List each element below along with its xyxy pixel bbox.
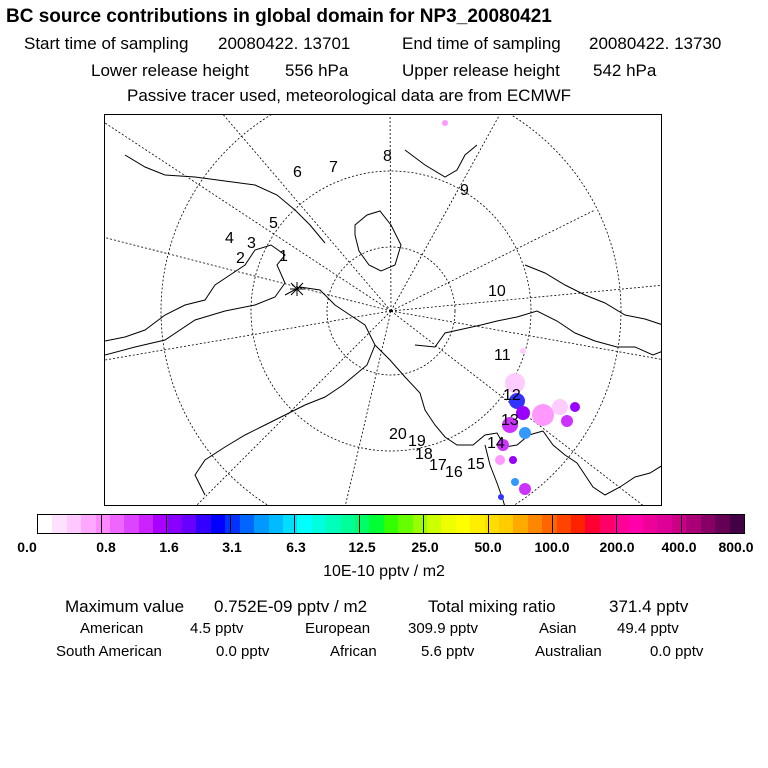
colorbar-tick: 1.6 — [159, 539, 179, 555]
colorbar-tick: 6.3 — [286, 539, 306, 555]
colorbar-segment — [686, 515, 700, 533]
traj-label-18: 18 — [415, 446, 433, 463]
colorbar-segment — [312, 515, 326, 533]
plume-cell — [552, 399, 568, 415]
colorbar-segment — [341, 515, 355, 533]
map-panel — [104, 114, 662, 506]
colorbar-segment — [384, 515, 398, 533]
end-time-label: End time of sampling — [402, 34, 561, 53]
start-time-label: Start time of sampling — [24, 34, 189, 53]
colorbar-segment — [585, 515, 599, 533]
coastlines — [105, 145, 662, 506]
upper-release-value: 542 hPa — [593, 61, 657, 80]
colorbar-divider — [616, 514, 617, 534]
colorbar-segment — [168, 515, 182, 533]
traj-label-4: 4 — [225, 230, 234, 247]
traj-label-16: 16 — [445, 464, 463, 481]
plume-cell — [532, 404, 554, 426]
end-time-value: 20080422. 13730 — [589, 34, 722, 53]
colorbar-tick: 3.1 — [222, 539, 242, 555]
colorbar-tick: 0.8 — [96, 539, 116, 555]
colorbar-segment — [441, 515, 455, 533]
traj-label-14: 14 — [487, 435, 505, 452]
colorbar-segment — [124, 515, 138, 533]
traj-label-8: 8 — [383, 148, 392, 165]
colorbar-segment — [67, 515, 81, 533]
plume-cell — [509, 456, 517, 464]
colorbar-tick: 50.0 — [474, 539, 502, 555]
colorbar-segment — [297, 515, 311, 533]
plot-title: BC source contributions in global domain for NP3_20080421 — [6, 6, 552, 27]
traj-label-11: 11 — [494, 347, 511, 364]
colorbar-segment — [52, 515, 66, 533]
plume-cell — [519, 427, 531, 439]
colorbar-segment — [499, 515, 513, 533]
traj-label-10: 10 — [488, 283, 506, 300]
far-east-coast — [405, 145, 477, 177]
colorbar-tick: 25.0 — [411, 539, 439, 555]
traj-label-3: 3 — [247, 235, 256, 252]
siberia-coast — [415, 311, 662, 355]
plume-cell — [498, 494, 504, 500]
meridian-line — [345, 311, 391, 506]
traj-label-17: 17 — [429, 457, 447, 474]
lower-release-label: Lower release height — [91, 61, 249, 80]
colorbar-segment — [513, 515, 527, 533]
colorbar-divider — [359, 514, 360, 534]
colorbar-divider — [681, 514, 682, 534]
lower-release-value: 556 hPa — [285, 61, 349, 80]
meridian-line — [105, 311, 391, 360]
colorbar-divider — [552, 514, 553, 534]
traj-label-2: 2 — [236, 250, 245, 267]
region-name-american: American — [80, 620, 144, 637]
plume-cell — [561, 415, 573, 427]
colorbar-segment — [38, 515, 52, 533]
region-value-european: 309.9 pptv — [408, 620, 479, 637]
total-mixing-label: Total mixing ratio — [428, 597, 556, 616]
plume-cell — [519, 483, 531, 495]
traj-label-7: 7 — [329, 159, 338, 176]
region-value-south-american: 0.0 pptv — [216, 643, 270, 660]
region-name-african: African — [330, 643, 377, 660]
plume-cell — [495, 455, 505, 465]
colorbar-segment — [542, 515, 556, 533]
plume — [442, 120, 580, 500]
colorbar-segment — [269, 515, 283, 533]
colorbar-segment — [326, 515, 340, 533]
region-name-australian: Australian — [535, 643, 602, 660]
traj-label-19: 19 — [408, 433, 426, 450]
colorbar-segment — [701, 515, 715, 533]
colorbar-segment — [730, 515, 744, 533]
colorbar-segment — [643, 515, 657, 533]
north-america-coast — [105, 245, 285, 355]
arctic-coast — [525, 265, 662, 325]
traj-label-1: 1 — [279, 248, 288, 265]
start-time-value: 20080422. 13701 — [218, 34, 351, 53]
colorbar-segment — [427, 515, 441, 533]
meridian-line — [105, 123, 391, 311]
colorbar-segment — [629, 515, 643, 533]
region-name-european: European — [305, 620, 371, 637]
traj-label-13: 13 — [501, 412, 519, 429]
colorbar-divider — [294, 514, 295, 534]
total-mixing-value: 371.4 pptv — [609, 597, 689, 616]
region-value-american: 4.5 pptv — [190, 620, 244, 637]
tracer-note: Passive tracer used, meteorological data are from ECMWF — [127, 86, 572, 105]
meridian-line — [215, 115, 391, 311]
plume-cell — [570, 402, 580, 412]
meridian-line — [390, 115, 391, 311]
colorbar-segment — [413, 515, 427, 533]
traj-label-6: 6 — [293, 164, 302, 181]
meridian-line — [391, 311, 662, 360]
traj-label-15: 15 — [467, 456, 485, 473]
colorbar-segment — [369, 515, 383, 533]
plume-cell — [511, 478, 519, 486]
colorbar-segment — [528, 515, 542, 533]
colorbar-divider — [166, 514, 167, 534]
traj-label-12: 12 — [503, 387, 521, 404]
region-name-asian: Asian — [539, 620, 577, 637]
asia-coast — [543, 431, 662, 495]
colorbar — [37, 514, 745, 534]
colorbar-divider — [488, 514, 489, 534]
colorbar-segment — [110, 515, 124, 533]
colorbar-segment — [225, 515, 239, 533]
upper-release-label: Upper release height — [402, 61, 560, 80]
traj-label-9: 9 — [460, 182, 469, 199]
region-name-south-american: South American — [56, 643, 162, 660]
colorbar-divider — [101, 514, 102, 534]
colorbar-segment — [715, 515, 729, 533]
colorbar-tick: 200.0 — [599, 539, 635, 555]
colorbar-segment — [398, 515, 412, 533]
plume-cell — [442, 120, 448, 126]
colorbar-segment — [211, 515, 225, 533]
colorbar-tick: 400.0 — [661, 539, 697, 555]
colorbar-tick: 0.0 — [17, 539, 37, 555]
colorbar-divider — [230, 514, 231, 534]
traj-label-5: 5 — [269, 215, 278, 232]
max-value-label: Maximum value — [65, 597, 185, 616]
colorbar-divider — [423, 514, 424, 534]
graticule — [105, 115, 662, 506]
region-value-asian: 49.4 pptv — [617, 620, 679, 637]
max-value: 0.752E-09 pptv / m2 — [214, 597, 368, 616]
release-point-marker — [290, 282, 305, 296]
colorbar-segment — [96, 515, 110, 533]
colorbar-segment — [139, 515, 153, 533]
colorbar-segment — [182, 515, 196, 533]
colorbar-segment — [557, 515, 571, 533]
greenland-coast — [355, 211, 401, 271]
colorbar-tick: 800.0 — [718, 539, 754, 555]
polar-map — [105, 115, 662, 506]
traj-label-20: 20 — [389, 426, 407, 443]
meridian-line — [195, 311, 391, 506]
colorbar-segment — [571, 515, 585, 533]
colorbar-segment — [470, 515, 484, 533]
colorbar-segment — [672, 515, 686, 533]
colorbar-segment — [657, 515, 671, 533]
plume-cell — [520, 348, 526, 354]
meridian-line — [391, 115, 505, 311]
colorbar-tick: 100.0 — [534, 539, 570, 555]
colorbar-tick: 12.5 — [348, 539, 376, 555]
colorbar-segment — [456, 515, 470, 533]
region-value-australian: 0.0 pptv — [650, 643, 704, 660]
colorbar-segment — [355, 515, 369, 533]
colorbar-segment — [81, 515, 95, 533]
trajectory-labels — [225, 148, 521, 481]
atlantic-coast — [195, 287, 375, 495]
colorbar-unit: 10E-10 pptv / m2 — [323, 563, 445, 580]
region-value-african: 5.6 pptv — [421, 643, 475, 660]
colorbar-segment — [240, 515, 254, 533]
colorbar-segment — [600, 515, 614, 533]
colorbar-segment — [254, 515, 268, 533]
colorbar-segment — [196, 515, 210, 533]
